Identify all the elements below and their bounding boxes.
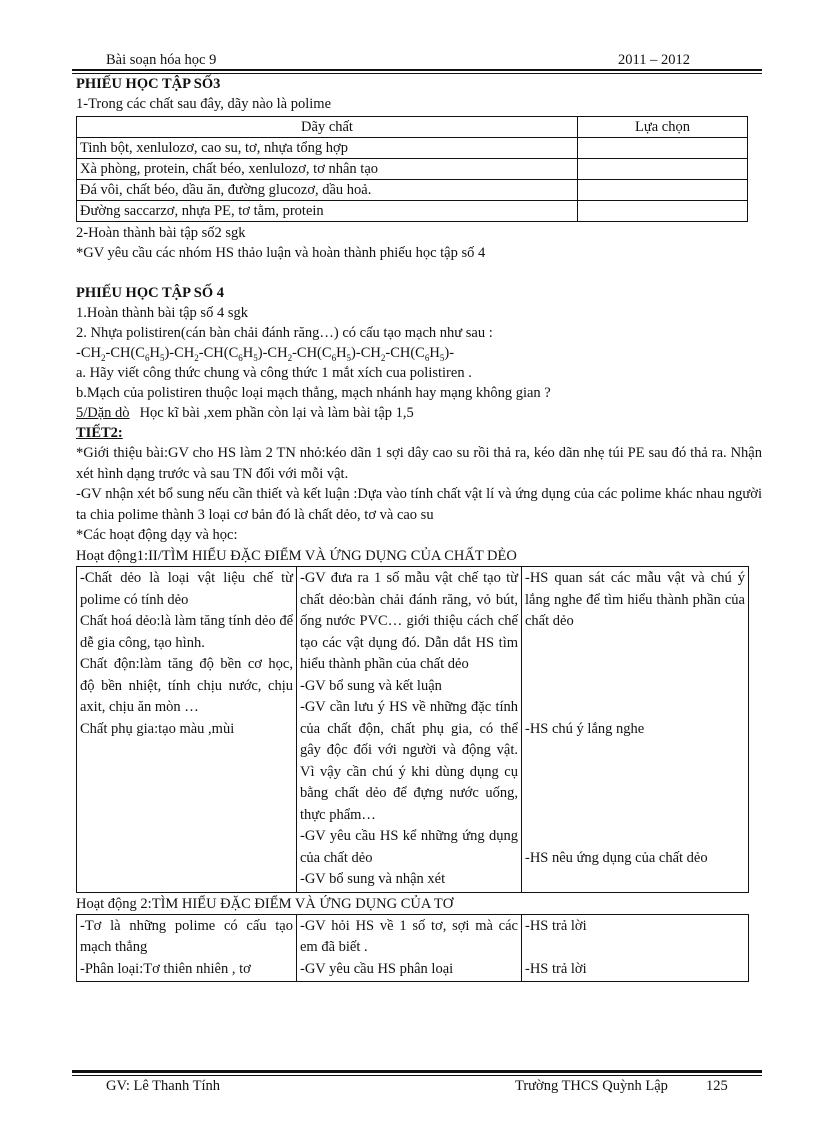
sheet3-question2: 2-Hoàn thành bài tập số2 sgk [76,225,246,241]
list-item: -HS trả lời [525,917,587,934]
row-choice-cell [578,159,748,180]
row-series: Tinh bột, xenlulozơ, cao su, tơ, nhựa tổng hợp [77,138,578,159]
list-item: -Phân loại:Tơ thiên nhiên , tơ [80,960,251,977]
table-row [77,180,748,201]
list-item: -HS chú ý lắng nghe [525,720,645,737]
sheet3-gv-note: *GV yêu cầu các nhóm HS thảo luận và hoàn thành phiếu học tập số 4 [76,245,486,261]
sheet4-title: PHIẾU HỌC TẬP SỐ 4 [76,285,224,301]
table-header-row [77,117,748,138]
list-item: Chất độn:làm tăng độ bền cơ học, độ bền nhiệt, tính chịu nước, chịu axit, chịu ăn mòn … [80,656,293,715]
row-choice-cell [578,180,748,201]
sheet4-question-b: b.Mạch của polistiren thuộc loại mạch thẳng, mạch nhánh hay mạng không gian ? [76,385,551,401]
list-item: -HS nêu ứng dụng của chất dẻo [525,849,708,866]
header-rule [72,69,762,71]
formula-unit: $-CH_2-CH(C_6H_5)$ [169,345,263,363]
page-content [76,74,762,982]
activity2-title: Hoạt động 2:TÌM HIỂU ĐẶC ĐIỂM VÀ ỨNG DỤNG CỦA TƠ [76,895,454,912]
sheet4-question2: 2. Nhựa polistiren(cán bàn chải đánh răng…) có cấu tạo mạch như sau : [76,325,493,341]
list-item: Chất phụ gia:tạo màu ,mùi [80,720,235,737]
list-item: -GV bổ sung và nhận xét [300,871,446,887]
header-school-year: 2011 – 2012 [618,52,690,68]
formula-unit: $-CH_2-CH(C_6H_5)$ [76,345,170,363]
list-item: -HS trả lời [525,960,587,977]
tiet2-intro: *Giới thiệu bài:GV cho HS làm 2 TN nhỏ:kéo dãn 1 sợi dây cao su rồi thả ra, kéo dãn nhẹ túi PE sau đó thả ra. Nhận xét hình dạng trước và sau TN đối với mỗi vật. [76,445,762,482]
tiet2-gv-add: -GV nhận xét bổ sung nếu cần thiết và kết luận :Dựa vào tính chất vật lí và ứng dụng của các polime khác nhau người ta chia polime thành 3 loại cơ bản đó là chất dẻo, tơ và cao su [76,486,762,523]
list-item: -Tơ là những polime có cấu tạo mạch thẳng [80,917,293,955]
tiet2-title: TIẾT2: [76,425,123,441]
formula-unit: $-CH_2-CH(C_6H_5)$ [262,345,356,363]
activities-label: *Các hoạt động dạy và học: [76,527,238,543]
footer-rule [72,1070,762,1073]
header-subject: Bài soạn hóa học 9 [106,52,217,68]
row-choice-cell [578,201,748,222]
student-column [522,567,749,893]
row-choice-cell [578,138,748,159]
list-item: -GV cần lưu ý HS về những đặc tính của chất độn, chất phụ gia, có thể gây độc đối với người và động vật. Vì vậy cần chú ý khi dùng dụng cụ bằng chất dẻo để đựng nước uống, thực phẩm… [300,699,518,823]
activity1-title: Hoạt động1:II/TÌM HIỂU ĐẶC ĐIỂM VÀ ỨNG DỤNG CỦA CHẤT DẺO [76,548,517,564]
student-column [522,914,749,982]
table-row [77,914,749,982]
column-header-series: Dãy chất [77,117,578,138]
sheet3-question1: 1-Trong các chất sau đây, dãy nào là polime [76,96,332,112]
row-series: Đường saccarzơ, nhựa PE, tơ tằm, protein [77,201,578,222]
teacher-column [297,914,522,982]
sheet4-question1: 1.Hoàn thành bài tập số 4 sgk [76,305,248,321]
row-series: Xà phòng, protein, chất béo, xenlulozơ, tơ nhân tạo [77,159,578,180]
list-item: -GV hỏi HS về 1 số tơ, sợi mà các em đã biết . [300,917,518,955]
list-item: -GV đưa ra 1 số mẫu vật chế tạo từ chất dẻo:bàn chải đánh răng, vỏ bút, ống nước PVC… giới thiệu cách chế tạo các vật dụng đó. Dẫn dắt HS tìm hiểu thành phần của chất dẻo [300,570,518,672]
content-column [77,567,297,893]
list-item: Chất hoá dẻo:là làm tăng tính dẻo để dễ gia công, tạo hình. [80,613,294,651]
column-header-choice: Lựa chọn [578,117,748,138]
footer-rule-thin [72,1075,762,1076]
footer-school: Trường THCS Quỳnh Lập [515,1078,668,1094]
table-row [77,138,748,159]
table-row [77,159,748,180]
polystyrene-formula: $-CH_2-CH(C_6H_5)-CH_2-CH(C_6H_5)-CH_2-CH(C_6H_5)-CH_2-CH(C_6H_5)-$ [76,345,455,363]
homework [76,403,762,423]
content-column [77,914,297,982]
sheet3-title: PHIẾU HỌC TẬP SỐ3 [76,76,221,92]
sheet4-question-a: a. Hãy viết công thức chung và công thức 1 mắt xích cua polistiren . [76,365,472,381]
table-row [77,201,748,222]
list-item: -GV yêu cầu HS phân loại [300,960,454,977]
list-item: -GV bổ sung và kết luận [300,677,442,694]
formula-unit: $-CH_2-CH(C_6H_5)$ [355,345,450,363]
table-row [77,567,749,893]
activity1-table [76,566,749,893]
row-series: Đá vôi, chất béo, dầu ăn, đường glucozơ, dầu hoả. [77,180,578,201]
list-item: -GV yêu cầu HS kể những ứng dụng của chất dẻo [300,828,518,866]
homework-text: Học kĩ bài ,xem phần còn lại và làm bài tập 1,5 [139,405,414,421]
polymer-choice-table [76,116,748,222]
list-item: -Chất dẻo là loại vật liệu chế từ polime có tính dẻo [80,570,293,608]
page-number: 125 [706,1078,728,1094]
footer-teacher: GV: Lê Thanh Tính [106,1078,220,1094]
teacher-column [297,567,522,893]
list-item: -HS quan sát các mẫu vật và chú ý lắng nghe để tìm hiểu thành phần của chất dẻo [525,570,745,629]
homework-label: 5/Dặn dò [76,405,130,421]
activity2-table [76,914,749,983]
